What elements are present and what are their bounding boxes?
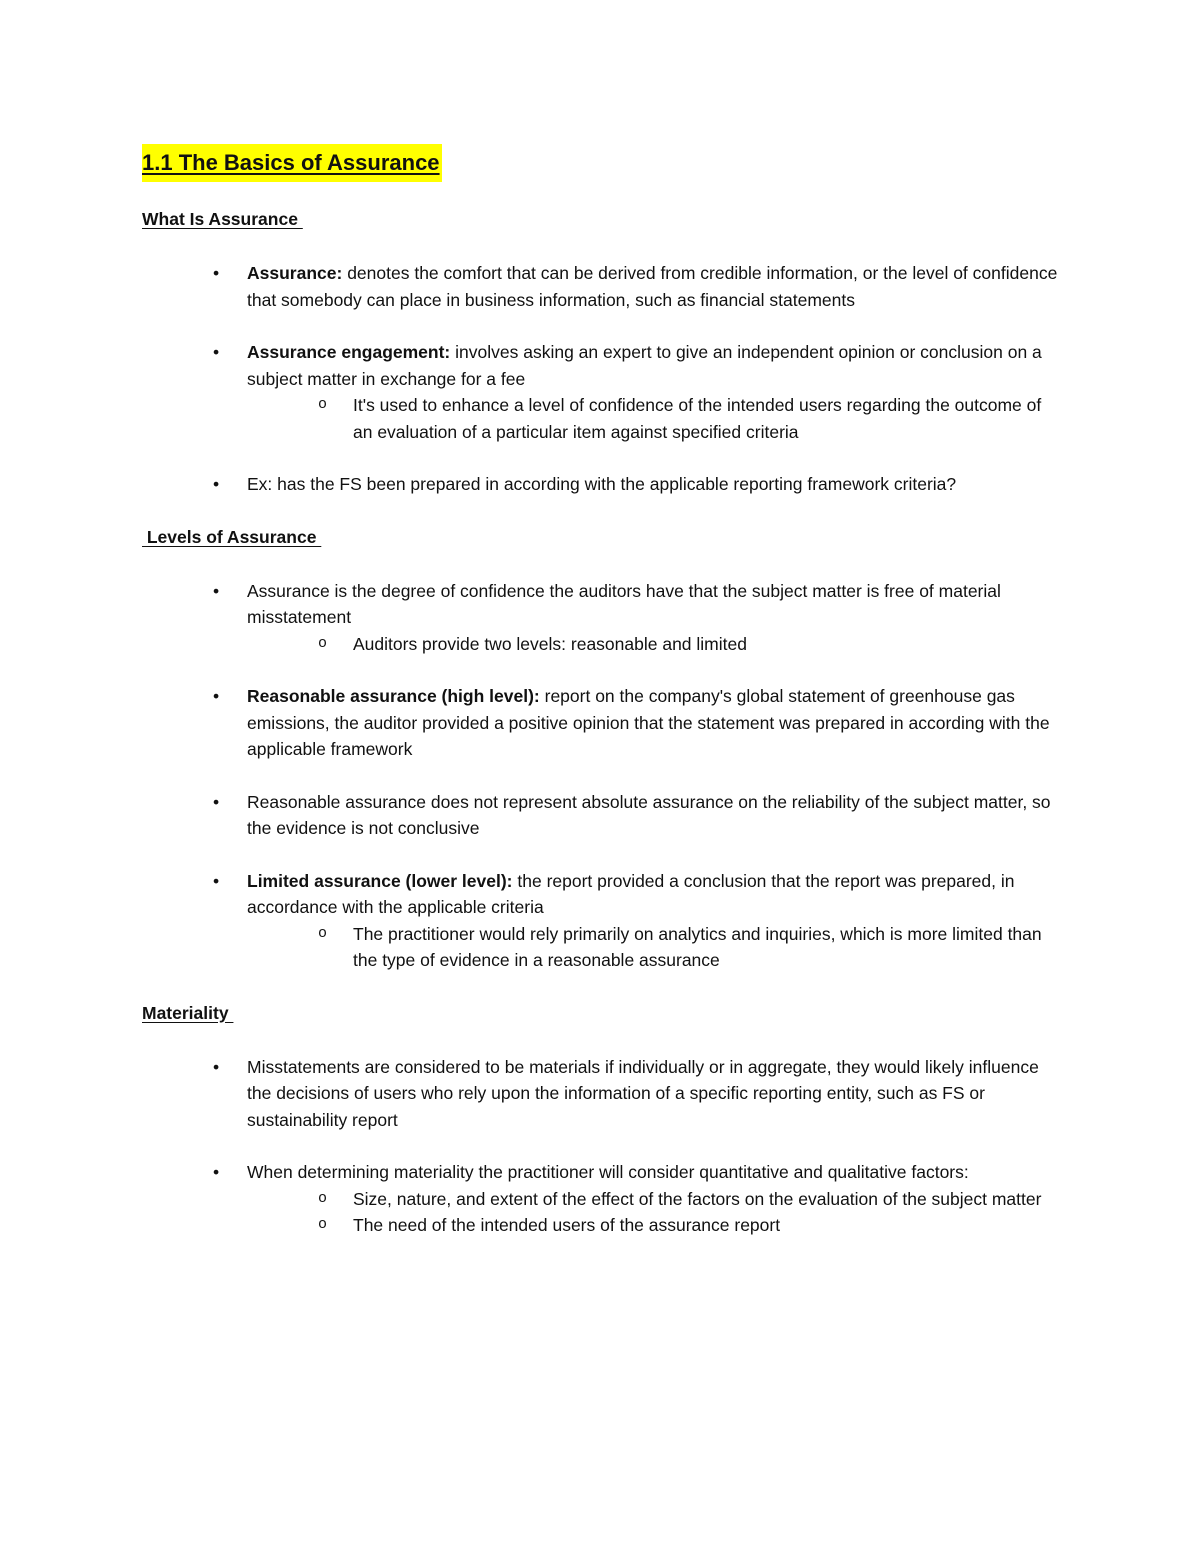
list-item — [142, 260, 1062, 313]
item-text: report on the company's global statement of greenhouse gas emissions, the auditor provided a positive opinion that the statement was prepared in according with the applicable framework — [247, 686, 1050, 759]
document-page — [142, 140, 1062, 1239]
list-item — [142, 471, 1062, 498]
sub-bullet-icon: o — [318, 396, 328, 413]
item-text: Assurance is the degree of confidence the auditors have that the subject matter is free of material misstatement — [247, 580, 1001, 627]
sub-list — [247, 392, 1062, 445]
sub-list — [247, 921, 1062, 974]
item-text: involves asking an expert to give an independent opinion or conclusion on a subject matter in exchange for a fee — [247, 342, 1042, 389]
bullet-icon: • — [213, 342, 220, 362]
page-title: 1.1 The Basics of Assurance — [142, 144, 442, 182]
sub-list-item — [142, 631, 1062, 658]
sub-item-text: It's used to enhance a level of confidence of the intended users regarding the outcome of an evaluation of a particular item against specified criteria — [353, 395, 1042, 442]
sub-list-item — [142, 392, 1062, 445]
term-label: Limited assurance (lower level): — [247, 870, 513, 891]
sub-list — [247, 1186, 1062, 1239]
bullet-icon: • — [213, 686, 220, 706]
bullet-icon: • — [213, 1056, 220, 1077]
bullet-icon: • — [213, 474, 220, 494]
item-text: the report provided a conclusion that the report was prepared, in accordance with the applicable criteria — [247, 870, 1015, 917]
bullet-icon: • — [213, 1162, 220, 1182]
list-item — [142, 1159, 1062, 1239]
sub-item-text: The need of the intended users of the assurance report — [353, 1215, 781, 1235]
sub-item-text: Auditors provide two levels: reasonable and limited — [353, 633, 747, 654]
list-item — [142, 1054, 1062, 1134]
item-text: Misstatements are considered to be materials if individually or in aggregate, they would likely influence the decisions of users who rely upon the information of a specific reporting entity, such as FS or sustainability report — [247, 1056, 1039, 1130]
item-text: denotes the comfort that can be derived from credible information, or the level of confidence that somebody can place in business information, such as financial statements — [247, 263, 1058, 310]
bullet-icon: • — [213, 870, 220, 891]
sub-item-text: Size, nature, and extent of the effect of the factors on the evaluation of the subject matter — [353, 1188, 1042, 1209]
levels-of-assurance-list — [142, 578, 1062, 974]
sub-bullet-icon: o — [318, 1216, 328, 1233]
section-heading-what-is-assurance: What Is Assurance — [142, 209, 303, 229]
sub-bullet-icon: o — [318, 634, 328, 652]
term-label: Assurance engagement: — [247, 342, 451, 362]
what-is-assurance-list — [142, 260, 1062, 498]
bullet-icon: • — [213, 263, 220, 283]
section-heading-materiality: Materiality — [142, 1002, 234, 1023]
bullet-icon: • — [213, 791, 220, 812]
list-item — [142, 789, 1062, 842]
sub-item-text: The practitioner would rely primarily on analytics and inquiries, which is more limited than the type of evidence in a reasonable assurance — [353, 923, 1042, 970]
bullet-icon: • — [213, 580, 220, 601]
list-item — [142, 578, 1062, 658]
list-item — [142, 868, 1062, 974]
item-text: Ex: has the FS been prepared in according with the applicable reporting framework criteria? — [247, 474, 957, 494]
sub-list-item — [142, 1212, 1062, 1239]
list-item — [142, 339, 1062, 445]
sub-list-item — [142, 1186, 1062, 1213]
sub-bullet-icon: o — [318, 924, 328, 942]
sub-list-item — [142, 921, 1062, 974]
term-label: Reasonable assurance (high level): — [247, 686, 540, 706]
term-label: Assurance: — [247, 263, 343, 283]
list-item — [142, 683, 1062, 763]
sub-list — [247, 631, 1062, 658]
materiality-list — [142, 1054, 1062, 1239]
sub-bullet-icon: o — [318, 1189, 328, 1207]
item-text: When determining materiality the practitioner will consider quantitative and qualitative factors: — [247, 1162, 969, 1182]
item-text: Reasonable assurance does not represent absolute assurance on the reliability of the subject matter, so the evidence is not conclusive — [247, 791, 1051, 838]
section-heading-levels-of-assurance: Levels of Assurance — [142, 526, 322, 547]
